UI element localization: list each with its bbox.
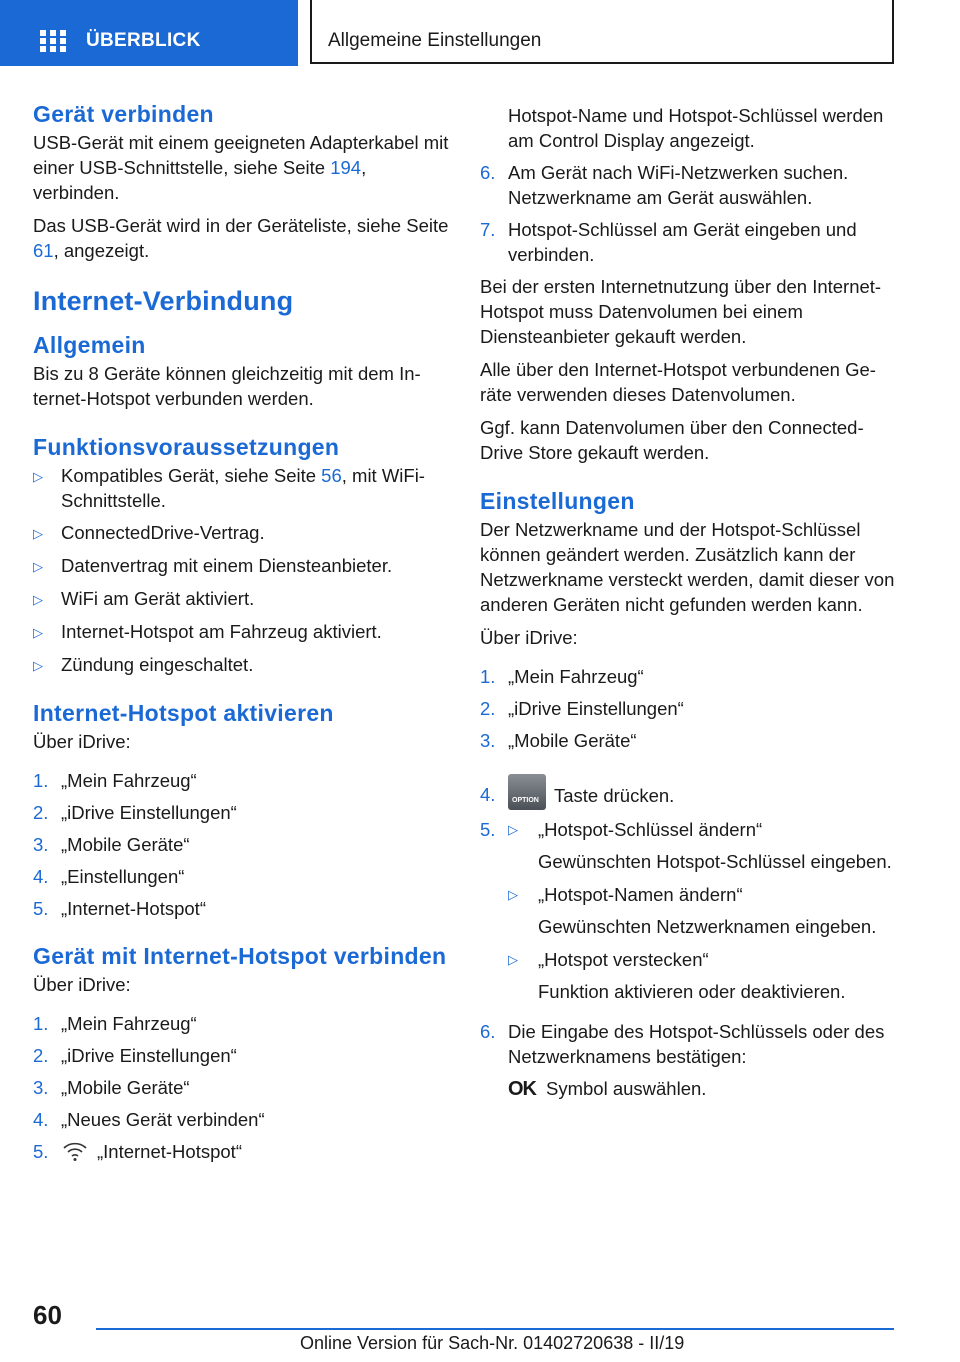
list-item bbox=[480, 217, 900, 267]
step-number: 2. bbox=[33, 802, 49, 823]
list-item bbox=[480, 1076, 900, 1102]
sub-desc: Gewünschten Hotspot-Schlüssel eingeben. bbox=[538, 851, 892, 872]
list-item bbox=[480, 664, 900, 689]
list-item bbox=[480, 1019, 900, 1069]
list-item bbox=[33, 652, 453, 678]
online-version: Online Version für Sach-Nr. 01402720638 - II/19 bbox=[300, 1333, 685, 1353]
text: USB-Gerät mit einem geeigneten Adapterkabel mit einer USB-Schnittstelle, siehe Seite bbox=[33, 132, 449, 178]
overview-label: ÜBERBLICK bbox=[86, 30, 201, 51]
overview-tab[interactable] bbox=[0, 0, 298, 66]
step-number: 4. bbox=[33, 1109, 49, 1130]
list-item bbox=[33, 800, 453, 825]
text bbox=[508, 1076, 706, 1102]
text bbox=[61, 1139, 242, 1164]
via-idrive: Über iDrive: bbox=[480, 627, 578, 648]
footer-divider bbox=[96, 1328, 894, 1330]
triangle-bullet-icon: ▷ bbox=[33, 559, 43, 574]
grid-icon bbox=[40, 30, 66, 52]
step-number: 1. bbox=[33, 770, 49, 791]
list-item bbox=[33, 896, 453, 921]
list-item bbox=[480, 160, 900, 210]
step-number: 6. bbox=[480, 162, 496, 183]
list-item bbox=[33, 1011, 453, 1036]
heading-activate-hotspot: Internet-Hotspot aktivieren bbox=[33, 700, 334, 726]
text: „Mobile Geräte“ bbox=[61, 834, 190, 855]
text: Datenvertrag mit einem Diensteanbieter. bbox=[61, 555, 393, 576]
page-link-56[interactable]: 56 bbox=[321, 465, 342, 486]
text: Hotspot-Name und Hotspot-Schlüssel werden am Control Display angezeigt. bbox=[508, 105, 884, 151]
text bbox=[508, 768, 674, 810]
text: „Hotspot-Namen ändern“ bbox=[538, 884, 743, 905]
text: , verbinden. bbox=[33, 157, 367, 203]
text: „Hotspot-Schlüssel ändern“ bbox=[538, 819, 763, 840]
step-number: 5. bbox=[480, 819, 496, 840]
heading-prerequisites: Funktionsvoraussetzungen bbox=[33, 434, 340, 460]
step-number: 7. bbox=[480, 219, 496, 240]
list-item bbox=[33, 463, 453, 513]
list-item bbox=[33, 864, 453, 889]
triangle-bullet-icon: ▷ bbox=[33, 592, 43, 607]
text: Die Eingabe des Hotspot-Schlüssels oder des Netzwerknamens bestätigen: bbox=[508, 1021, 885, 1067]
text: , mit WiFi-Schnittstelle. bbox=[61, 465, 425, 511]
via-idrive: Über iDrive: bbox=[33, 731, 131, 752]
text: WiFi am Gerät aktiviert. bbox=[61, 588, 255, 609]
page-number: 60 bbox=[33, 1300, 62, 1330]
step-number: 1. bbox=[33, 1013, 49, 1034]
heading-internet-connection: Internet-Verbindung bbox=[33, 286, 294, 316]
text: „iDrive Einstellungen“ bbox=[61, 802, 237, 823]
step-number: 5. bbox=[33, 898, 49, 919]
step-number: 4. bbox=[480, 784, 496, 805]
text: „Internet-Hotspot“ bbox=[97, 1141, 242, 1162]
sub-list bbox=[508, 817, 892, 1012]
paragraph-all-devices: Alle über den Internet-Hotspot verbundenen Geräte verwenden dieses Datenvolumen. bbox=[480, 359, 876, 405]
text: „Neues Gerät verbinden“ bbox=[61, 1109, 265, 1130]
step-number: 4. bbox=[33, 866, 49, 887]
text: Am Gerät nach WiFi-Netzwerken suchen. Netzwerkname am Gerät auswählen. bbox=[508, 162, 849, 208]
section-tab[interactable] bbox=[310, 0, 894, 64]
list-item bbox=[33, 1139, 453, 1164]
option-label: OPTION bbox=[512, 797, 539, 804]
list-item bbox=[480, 728, 900, 753]
text: „Mein Fahrzeug“ bbox=[61, 1013, 197, 1034]
sub-desc: Gewünschten Netzwerknamen eingeben. bbox=[538, 916, 877, 937]
text: , angezeigt. bbox=[53, 240, 150, 261]
triangle-bullet-icon: ▷ bbox=[508, 952, 518, 967]
text: „iDrive Einstellungen“ bbox=[61, 1045, 237, 1066]
list-item bbox=[33, 586, 453, 612]
text: „Einstellungen“ bbox=[61, 866, 185, 887]
text: „Internet-Hotspot“ bbox=[61, 898, 206, 919]
heading-settings: Einstellungen bbox=[480, 488, 635, 514]
paragraph-usb-connect bbox=[33, 130, 453, 205]
list-item bbox=[33, 1043, 453, 1068]
triangle-bullet-icon: ▷ bbox=[33, 625, 43, 640]
sub-item bbox=[508, 817, 892, 842]
list-item bbox=[33, 1075, 453, 1100]
step-number: 3. bbox=[33, 1077, 49, 1098]
list-item bbox=[33, 832, 453, 857]
text: Zündung eingeschaltet. bbox=[61, 654, 254, 675]
text bbox=[61, 463, 453, 513]
list-item bbox=[480, 817, 900, 1012]
triangle-bullet-icon: ▷ bbox=[508, 822, 518, 837]
text: „Hotspot verstecken“ bbox=[538, 949, 709, 970]
section-label: Allgemeine Einstellungen bbox=[328, 30, 542, 51]
step-number: 6. bbox=[480, 1021, 496, 1042]
paragraph-usb-list bbox=[33, 213, 453, 263]
page-header bbox=[0, 0, 960, 66]
sub-item bbox=[508, 947, 892, 972]
list-item bbox=[480, 103, 900, 153]
list-item bbox=[480, 696, 900, 721]
list-item bbox=[33, 1107, 453, 1132]
text: „Mein Fahrzeug“ bbox=[508, 666, 644, 687]
triangle-bullet-icon: ▷ bbox=[33, 469, 43, 484]
list-item bbox=[33, 619, 453, 645]
paragraph-first-use: Bei der ersten Internetnutzung über den Internet-Hotspot muss Datenvolumen bei einem Diensteanbieter gekauft werden. bbox=[480, 276, 882, 347]
text: Hotspot-Schlüssel am Gerät eingeben und verbinden. bbox=[508, 219, 857, 265]
left-column bbox=[33, 100, 453, 1171]
step-number: 2. bbox=[33, 1045, 49, 1066]
list-item bbox=[33, 553, 453, 579]
triangle-bullet-icon: ▷ bbox=[33, 658, 43, 673]
list-item bbox=[480, 768, 900, 810]
ok-icon: OK bbox=[508, 1078, 536, 1100]
wifi-icon bbox=[61, 1140, 89, 1162]
list-item bbox=[33, 768, 453, 793]
text: „iDrive Einstellungen“ bbox=[508, 698, 684, 719]
text: Symbol auswählen. bbox=[546, 1078, 707, 1099]
paragraph-connecteddrive: Ggf. kann Datenvolumen über den ConnectedDrive Store gekauft werden. bbox=[480, 417, 864, 463]
heading-connect-hotspot: Gerät mit Internet-Hotspot verbinden bbox=[33, 943, 447, 969]
step-number: 3. bbox=[33, 834, 49, 855]
right-column bbox=[480, 103, 900, 1109]
heading-general: Allgemein bbox=[33, 332, 146, 358]
sub-item bbox=[508, 882, 892, 907]
step-number: 2. bbox=[480, 698, 496, 719]
heading-connect-device: Gerät verbinden bbox=[33, 101, 214, 127]
text: „Mein Fahrzeug“ bbox=[61, 770, 197, 791]
via-idrive: Über iDrive: bbox=[33, 974, 131, 995]
text: Taste drücken. bbox=[554, 785, 675, 806]
text: „Mobile Geräte“ bbox=[61, 1077, 190, 1098]
triangle-bullet-icon: ▷ bbox=[508, 887, 518, 902]
step-number: 1. bbox=[480, 666, 496, 687]
triangle-bullet-icon: ▷ bbox=[33, 526, 43, 541]
text: ConnectedDrive-Vertrag. bbox=[61, 522, 265, 543]
page-link-61[interactable]: 61 bbox=[33, 240, 54, 261]
text: Internet-Hotspot am Fahrzeug aktiviert. bbox=[61, 621, 382, 642]
paragraph-general: Bis zu 8 Geräte können gleichzeitig mit dem Internet-Hotspot verbunden werden. bbox=[33, 363, 421, 409]
list-item bbox=[33, 520, 453, 546]
step-number: 3. bbox=[480, 730, 496, 751]
text: Kompatibles Gerät, siehe Seite bbox=[61, 465, 322, 486]
paragraph-settings: Der Netzwerkname und der Hotspot-Schlüssel können geändert werden. Zusätzlich kann der Netzwerkname versteckt werden, damit dieser von anderen Geräten nicht gefunden werden kann. bbox=[480, 519, 895, 615]
text: „Mobile Geräte“ bbox=[508, 730, 637, 751]
sub-desc: Funktion aktivieren oder deaktivieren. bbox=[538, 981, 846, 1002]
page-link-194[interactable]: 194 bbox=[330, 157, 362, 178]
text: Das USB-Gerät wird in der Geräteliste, siehe Seite bbox=[33, 215, 449, 236]
step-number: 5. bbox=[33, 1141, 49, 1162]
option-button-icon bbox=[508, 774, 546, 810]
